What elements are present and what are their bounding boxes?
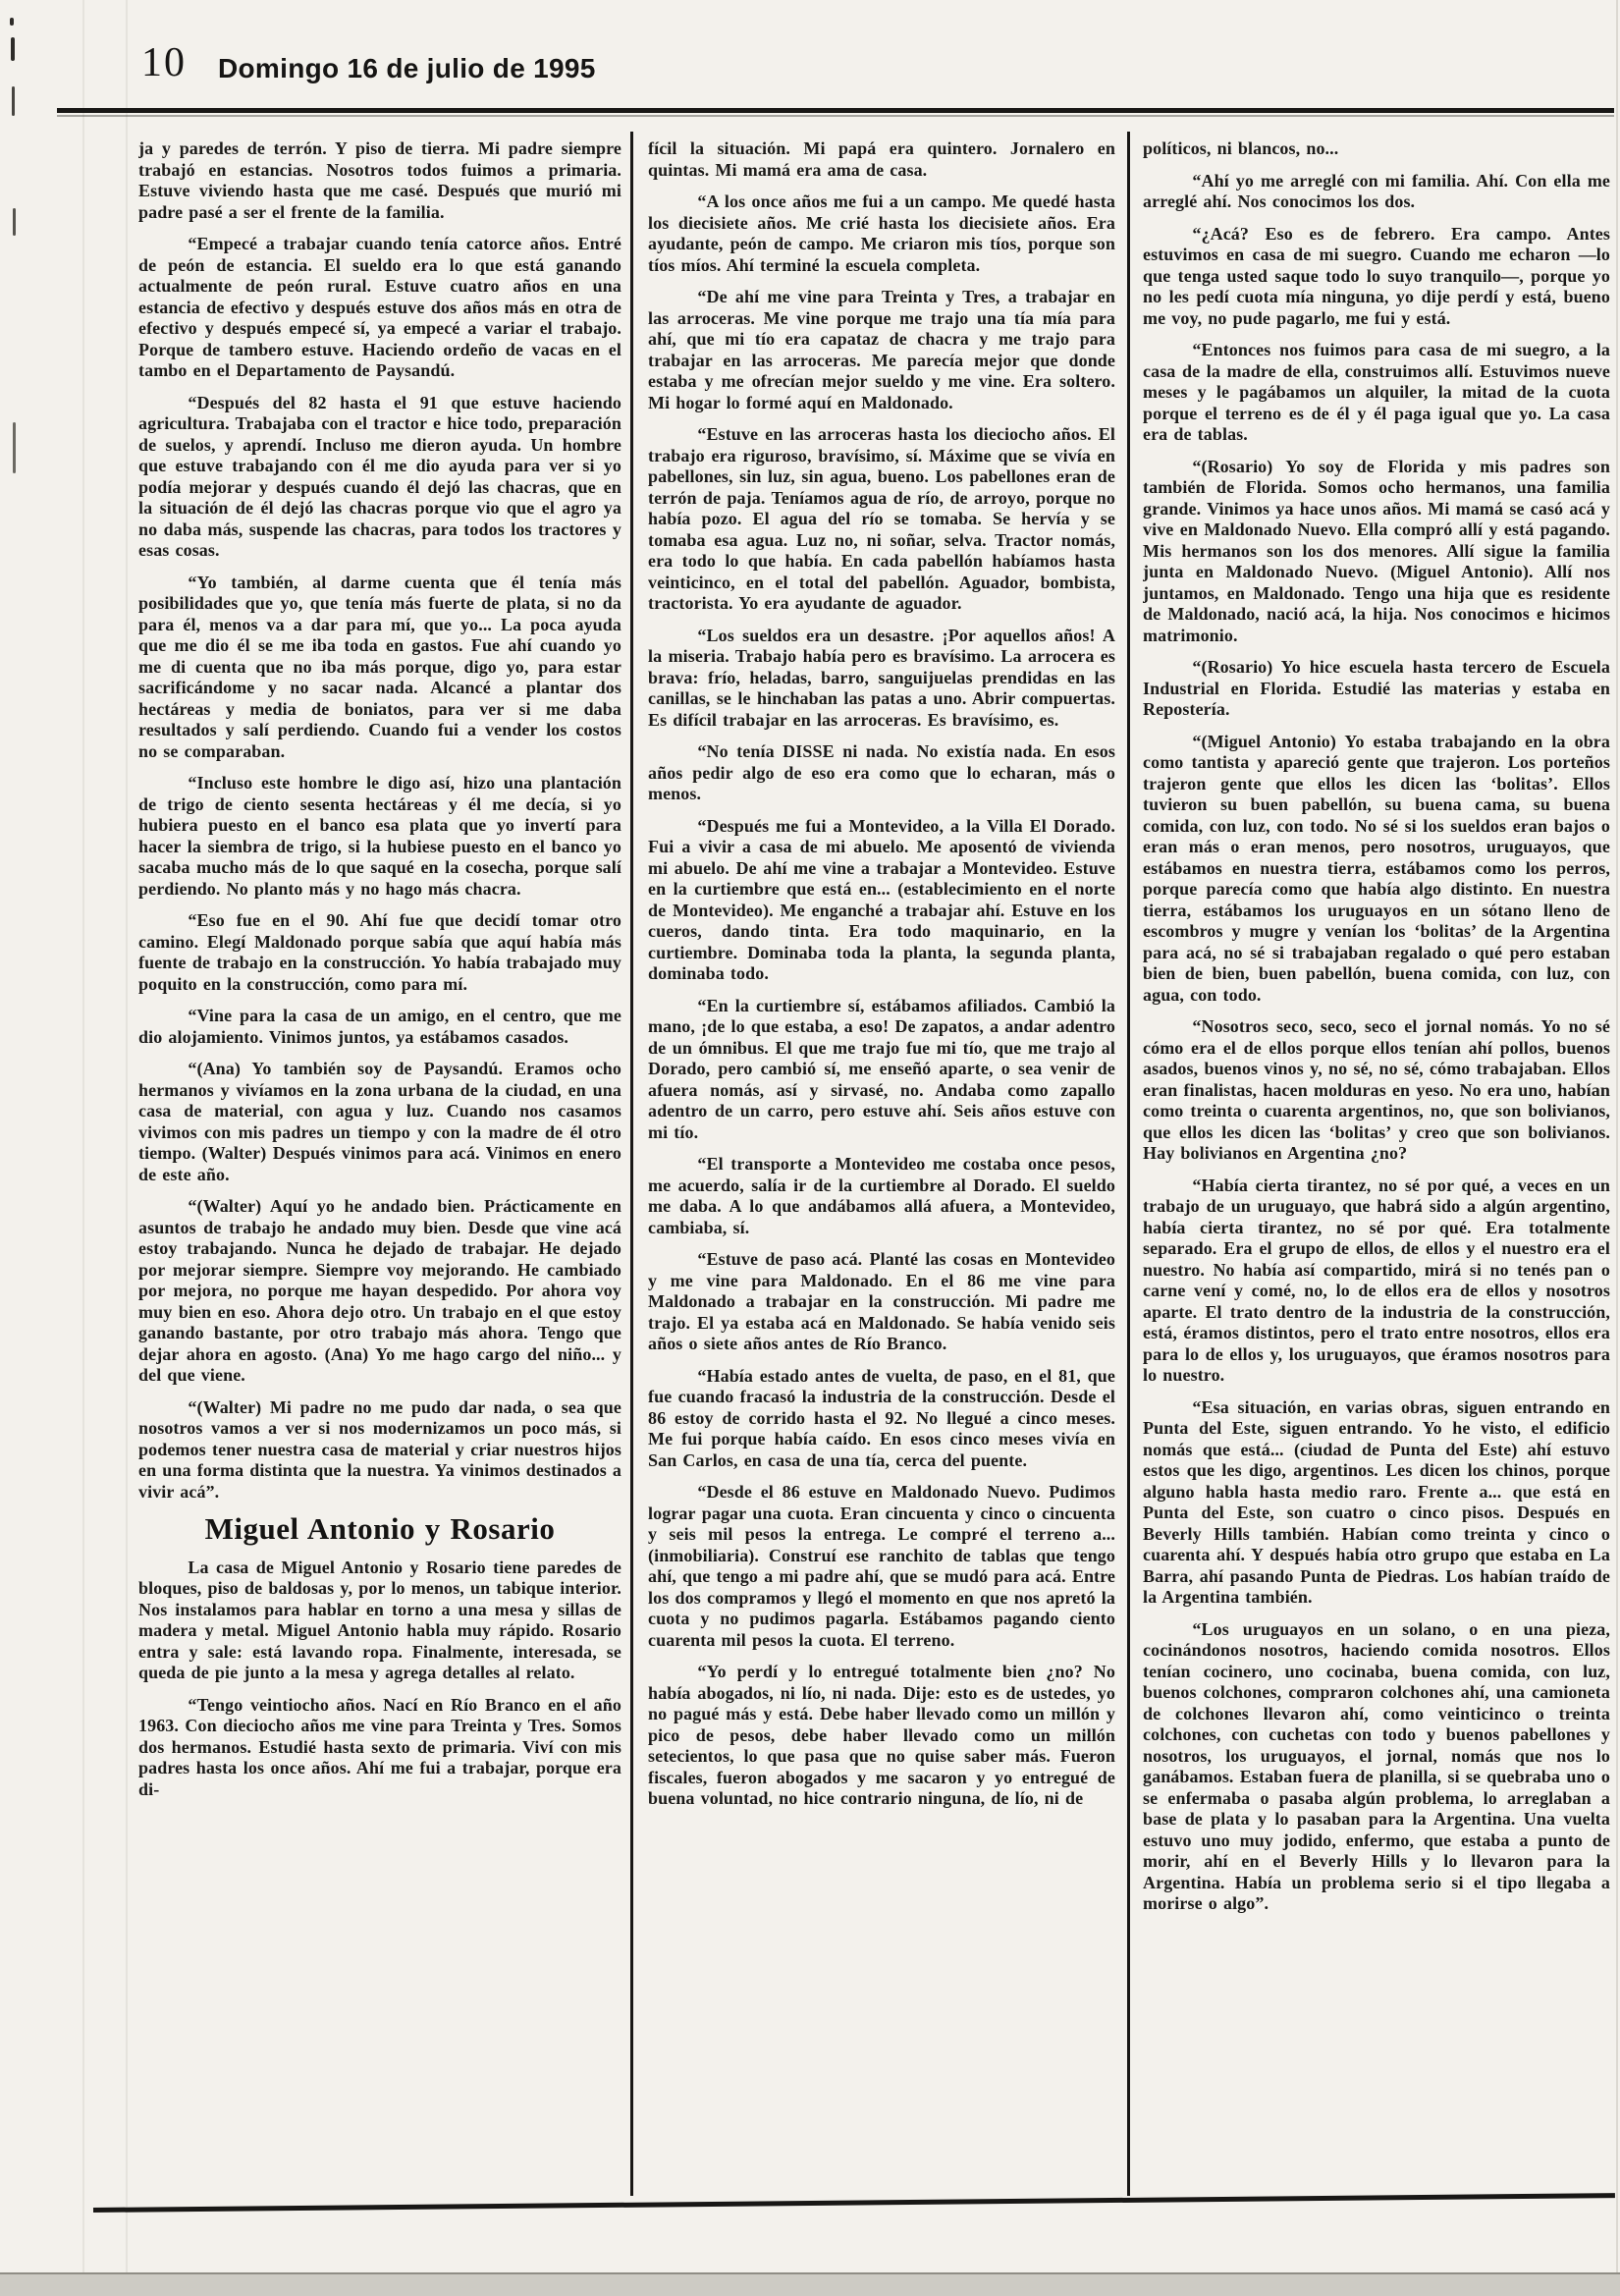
paragraph: “Había estado antes de vuelta, de paso, en el 81, que fue cuando fracasó la industria de la construcción. Desde el 86 estoy de corrido hasta el 92. No llegué a cinco meses. Me fui porque había caído. En esos cinco meses vivía en San Carlos, en casa de una tía, cerca del puente. [648, 1365, 1115, 1470]
paragraph: “Los sueldos era un desastre. ¡Por aquellos años! A la miseria. Trabajo había pero es bravísimo. La arrocera es brava: frío, heladas, barro, sanguijuelas prendidas en las canillas, se le hinchaban las patas a uno. Abrir compuertas. Es difícil trabajar en las arroceras. Es bravísimo, es. [648, 625, 1115, 730]
paragraph: “Eso fue en el 90. Ahí fue que decidí tomar otro camino. Elegí Maldonado porque sabía que aquí había más fuente de trabajo en la construcción. Yo había trabajado muy poquito en la construcción, como para mí. [138, 910, 621, 994]
paragraph: “El transporte a Montevideo me costaba once pesos, me acuerdo, salía ir de la curtiembre al Dorado. El sueldo me daba. A lo que andábamos allá afuera, a Montevideo, cambiaba, sí. [648, 1154, 1115, 1237]
scan-artifact [13, 208, 16, 236]
paragraph: “(Walter) Mi padre no me pudo dar nada, o sea que nosotros vamos a ver si nos modernizamos un poco más, si podemos tener nuestra casa de material y criar nuestros hijos en una forma distinta que la nuestra. Ya vinimos destinados a vivir acá”. [138, 1396, 621, 1502]
scan-streak [126, 0, 128, 2296]
paragraph: “No tenía DISSE ni nada. No existía nada. En esos años pedir algo de eso era como que lo echaran, más o menos. [648, 741, 1115, 803]
paragraph: “(Ana) Yo también soy de Paysandú. Eramos ocho hermanos y vivíamos en la zona urbana de la ciudad, en una casa de material, con agua y luz. Cuando nos casamos vivimos con mis padres un tiempo y con la madre de él otro tiempo. (Walter) Después vinimos para acá. Vinimos en enero de este año. [138, 1059, 621, 1184]
paragraph: “A los once años me fui a un campo. Me quedé hasta los diecisiete años. Me crié hasta los diecisiete años. Era ayudante, peón de campo. Me criaron mis tíos, porque son tíos míos. Ahí terminé la escuela completa. [648, 191, 1115, 275]
header-rule [57, 108, 1614, 113]
paragraph: “(Rosario) Yo soy de Florida y mis padres son también de Florida. Somos ocho hermanos, una familia grande. Vinimos ya hace unos años. Mi mamá se casó acá y vive en Maldonado Nuevo. Ella compró allí y está pagando. Mis hermanos son los dos menores. Allí sigue la familia junta en Maldonado Nuevo. (Miguel Antonio). Allí nos juntamos, en Maldonado. Tengo una hija que es residente de Maldonado, nació acá, la hija. Nos conocimos e hicimos matrimonio. [1143, 456, 1610, 645]
paragraph: “Vine para la casa de un amigo, en el centro, que me dio alojamiento. Vinimos juntos, ya estábamos casados. [138, 1006, 621, 1047]
paragraph: fícil la situación. Mi papá era quintero. Jornalero en quintas. Mi mamá era ama de casa. [648, 138, 1115, 180]
paragraph: “De ahí me vine para Treinta y Tres, a trabajar en las arroceras. Me vine porque me trajo una tía mía para ahí, que mi tío era capataz de chacra y me trajo para trabajar en las arroceras. Me parecía mejor que donde estaba y me ofrecían mejor sueldo y me vine. Era soltero. Mi hogar lo formé aquí en Maldonado. [648, 287, 1115, 412]
paragraph: “Empecé a trabajar cuando tenía catorce años. Entré de peón de estancia. El sueldo era lo que está ganando actualmente de peón rural. Estuve cuatro años en una estancia de efectivo y después estuve dos años más en otra de efectivo y después empecé sí, ya empecé a variar el trabajo. Porque de tambero estuve. Haciendo ordeño de vacas en el tambo en el Departamento de Paysandú. [138, 234, 621, 380]
scan-artifact [13, 422, 16, 473]
paragraph: “Desde el 86 estuve en Maldonado Nuevo. Pudimos lograr pagar una cuota. Eran cincuenta y cinco o cincuenta y seis mil pesos la entrega. Le compré el terreno a... (inmobiliaria). Construí ese ranchito de tablas que tengo ahí, que tengo a mi padre ahí, que se mudó para acá. Entre los dos compramos y llegó el momento en que nos apretó la cuota y no pudimos pagarla. Estábamos pagando ciento cuarenta mil pesos la cuota. El terreno. [648, 1482, 1115, 1650]
paragraph: “(Rosario) Yo hice escuela hasta tercero de Escuela Industrial en Florida. Estudié las materias y estaba en Repostería. [1143, 657, 1610, 719]
column-1 [138, 138, 621, 2201]
scan-streak [82, 0, 84, 2296]
paragraph: La casa de Miguel Antonio y Rosario tiene paredes de bloques, piso de baldosas y, por lo menos, un tabique interior. Nos instalamos para hablar en torno a una mesa y sillas de madera y metal. Miguel Antonio habla muy rápido. Rosario entra y sale: está lavando ropa. Finalmente, interesada, se queda de pie junto a la mesa y agrega detalles al relato. [138, 1557, 621, 1682]
paragraph: “Tengo veintiocho años. Nací en Río Branco en el año 1963. Con dieciocho años me vine para Treinta y Tres. Somos dos hermanos. Estudié hasta sexto de primaria. Viví con mis padres hasta los once años. Ahí me fui a trabajar, porque era di- [138, 1694, 621, 1799]
paragraph: “¿Acá? Eso es de febrero. Era campo. Antes estuvimos en casa de mi suegro. Cuando me echaron —lo que tenga usted saque todo lo suyo tranquilo—, porque yo no les pedí cuota mía ninguna, yo dije perdí y está, bueno me voy, no pude pagarlo, me fui y está. [1143, 223, 1610, 328]
paragraph: “Nosotros seco, seco, seco el jornal nomás. Yo no sé cómo era el de ellos porque ellos tenían ahí pollos, buenos asados, buenos vinos y, no sé, no sé, cómo trabajaban. Ellos eran finalistas, hacen molduras en yeso. No era uno, habían como treinta o cuarenta argentinos, no, que son bolivianos, que ellos les dicen las ‘bolitas’ y creo que son bolivianos. Hay bolivianos en Argentina ¿no? [1143, 1016, 1610, 1163]
paragraph: “Ahí yo me arreglé con mi familia. Ahí. Con ella me arreglé ahí. Nos conocimos los dos. [1143, 170, 1610, 211]
paragraph: ja y paredes de terrón. Y piso de tierra. Mi padre siempre trabajó en estancias. Nosotros todos fuimos a primaria. Estuve viviendo hasta que me casé. Después que murió mi padre pasé a ser el frente de la familia. [138, 138, 621, 222]
column-divider-2 [1127, 132, 1130, 2196]
scan-streak [1616, 0, 1618, 2296]
paragraph: “Después me fui a Montevideo, a la Villa El Dorado. Fui a vivir a casa de mi abuelo. Me aposentó de vivienda mi abuelo. De ahí me vine a trabajar a Montevideo. Estuve en la curtiembre que está en... (establecimiento en el norte de Montevideo). Me enganché a trabajar ahí. Estuve en los cueros, dando tinta. Era todo maquinario, en la curtiembre. Dominaba toda la planta, la segunda planta, dominaba todo. [648, 815, 1115, 983]
column-2 [648, 138, 1115, 2201]
paragraph: “Después del 82 hasta el 91 que estuve haciendo agricultura. Trabajaba con el tractor e hice todo, preparación de suelos, y aprendí. Incluso me dieron ayuda. Un hombre que estuve trabajando con él me dio ayuda para ver si yo podía mejorar y después cuando él dejó las chacras, que en la situación de él dejó las chacras porque vio que el agro ya no daba más, suspende las chacras, para todos los tractores y esas cosas. [138, 392, 621, 560]
paragraph: políticos, ni blancos, no... [1143, 138, 1339, 158]
section-heading: Miguel Antonio y Rosario [204, 1511, 556, 1546]
paragraph: “Esa situación, en varias obras, siguen entrando en Punta del Este, siguen entrando. Yo he visto, el edificio nomás que está... (ciudad de Punta del Este) ahí estuvo estos que les digo, argentinos. Les dicen los chinos, porque alguno habla hasta medio raro. Frente a... que está en Punta del Este, son cuatro o cinco pisos. Después en Beverly Hills también. Habían como treinta y cinco o cuarenta ahí. Y después había otro grupo que estaba en La Barra, ahí pasando Punta de Piedras. Los habían traído de la Argentina también. [1143, 1396, 1610, 1607]
paragraph: “Había cierta tirantez, no sé por qué, a veces en un trabajo de un uruguayo, que habrá sido a algún argentino, había cierta tirantez, no sé por qué. Era totalmente separado. Era el grupo de ellos, de ellos y el nuestro era el nuestro. No había así compartido, mirá si no tenés pan o carne vení y comé, no, lo de ellos era de ellos y nosotros aparte. El trato dentro de la industria de la construcción, está, éramos distintos, pero el trato entre nosotros, ellos era para lo de ellos y, los uruguayos, que éramos nosotros para lo nuestro. [1143, 1175, 1610, 1385]
paragraph: “Estuve de paso acá. Planté las cosas en Montevideo y me vine para Maldonado. En el 86 me vine para Maldonado a trabajar en la construcción. Mi padre me trajo. El ya estaba acá en Maldonado. Se había venido seis años o siete años antes de Río Branco. [648, 1249, 1115, 1353]
page-header [0, 0, 1620, 110]
page-edge-band [0, 2272, 1620, 2296]
paragraph: “Estuve en las arroceras hasta los dieciocho años. El trabajo era riguroso, bravísimo, sí. Máxime que se vivía en pabellones, sin luz, sin agua, bueno. Los pabellones eran de terrón de paja. Teníamos agua de río, de arroyo, porque no había pozo. El agua del río se tomaba. Se hervía y se tomaba esa agua. Luz no, ni soñar, selva. Tractor nomás, era todo lo que había. En cada pabellón habíamos hasta veinticinco, en el total del pabellón. Aguador, bombista, tractorista. Yo era ayudante de aguador. [648, 424, 1115, 613]
page-date: Domingo 16 de julio de 1995 [218, 53, 596, 83]
column-3 [1143, 138, 1610, 2201]
paragraph: “Incluso este hombre le digo así, hizo una plantación de trigo de ciento sesenta hectáreas y él me decía, si yo hubiera puesto en el banco esa plata que yo invertí para hacer la siembra de trigo, si la hubiese puesto en el banco yo sacaba mucho más de lo que saqué en la cosecha, porque salí perdiendo. No planto más y no hago más chacra. [138, 773, 621, 899]
paragraph: “(Walter) Aquí yo he andado bien. Prácticamente en asuntos de trabajo he andado muy bien. Desde que vine acá estoy trabajando. Nunca he dejado de trabajar. He dejado por mejorar siempre. Siempre voy mejorando. He cambiado por mejora, no porque me hayan despedido. Por ahora voy muy bien en eso. Ahora dejo otro. Un trabajo en el que estoy ganando bastante, por otro trabajo más ahora. Tengo que dejar ahora en agosto. (Ana) Yo me hago cargo del niño... y del que viene. [138, 1196, 621, 1385]
paragraph: “En la curtiembre sí, estábamos afiliados. Cambió la mano, ¡de lo que estaba, a eso! De zapatos, a andar adentro de un ómnibus. El que me trajo fue mi tío, que me trajo al Dorado, pero cambió sí, me enseñó aparte, o sea venir de afuera nomás, así y sirvasé, no. Andaba como zapallo adentro de un carro, pero estuve ahí. Seis años estuve con mi tío. [648, 995, 1115, 1142]
column-divider-1 [630, 132, 633, 2196]
paragraph: “(Miguel Antonio) Yo estaba trabajando en la obra como tantista y apareció gente que trajeron. Los porteños trajeron gente que ellos les dicen las ‘bolitas’. Ellos tuvieron su buen pabellón, su buena cama, su buena comida, con luz, con todo. No sé si los sueldos eran bajos o eran más o eran menos, pero nosotros, uruguayos, que estábamos en nuestra tierra, estábamos como los perros, porque parecía como que había algo distinto. En nuestra tierra, estábamos los uruguayos en un sótano lleno de escombros y mugre y venían los ‘bolitas’ de la Argentina para acá, no sé si trabajaban regalado o qué pero estaban bien de bien, buen pabellón, buena comida, con luz, con agua, con todo. [1143, 731, 1610, 1005]
paragraph: “Yo perdí y lo entregué totalmente bien ¿no? No había abogados, ni lío, ni nada. Dije: esto es de ustedes, yo no pagué más y está. Debe haber llevado como un millón y pico de pesos, debe haber llevado como un millón setecientos, lo que pasa que no quise saber más. Fueron fiscales, fueron abogados y me sacaron y yo entregué de buena voluntad, no hice contrario ninguna, de lío, ni de [648, 1662, 1115, 1808]
page-number: 10 [141, 40, 187, 85]
paragraph: “Entonces nos fuimos para casa de mi suegro, a la casa de la madre de ella, construimos allí. Estuvimos nueve meses y le pagábamos un alquiler, la mitad de la cuota porque el terreno es de él y él paga igual que yo. La casa era de tablas. [1143, 340, 1610, 444]
paragraph: “Los uruguayos en un solano, o en una pieza, cocinándonos nosotros, haciendo comida nosotros. Ellos tenían cocinero, uno cocinaba, buena comida, con luz, buenos colchones, compraron colchones ahí, una camioneta de colchones llevaron ahí, como veinticinco o treinta colchones, con cuchetas con todo y buenos pabellones y nosotros, los uruguayos, el jornal, nomás que nos lo ganábamos. Estaban fuera de planilla, si se quebraba uno o se enfermaba o pasaba algún problema, lo arreglaban a base de plata y lo pasaban para la Argentina. Una vuelta estuvo uno muy jodido, enfermo, que estaba a punto de morir, ahí en el Beverly Hills y lo llevaron para la Argentina. Había un problema serio si el tipo llegaba a morirse o algo”. [1143, 1618, 1610, 1913]
paragraph: “Yo también, al darme cuenta que él tenía más posibilidades que yo, que tenía más fuerte de plata, si no da para él, menos va a dar para mí, que yo... La poca ayuda que me dio él se me iba toda en gastos. Fue ahí cuando yo me di cuenta que no iba más porque, digo yo, para estar sacrificándome y no sacar nada. Alcancé a plantar dos hectáreas y media de boniatos, para ver si me daba resultados y salí perdiendo. Cuando fui a vender los costos no se comparaban. [138, 572, 621, 761]
